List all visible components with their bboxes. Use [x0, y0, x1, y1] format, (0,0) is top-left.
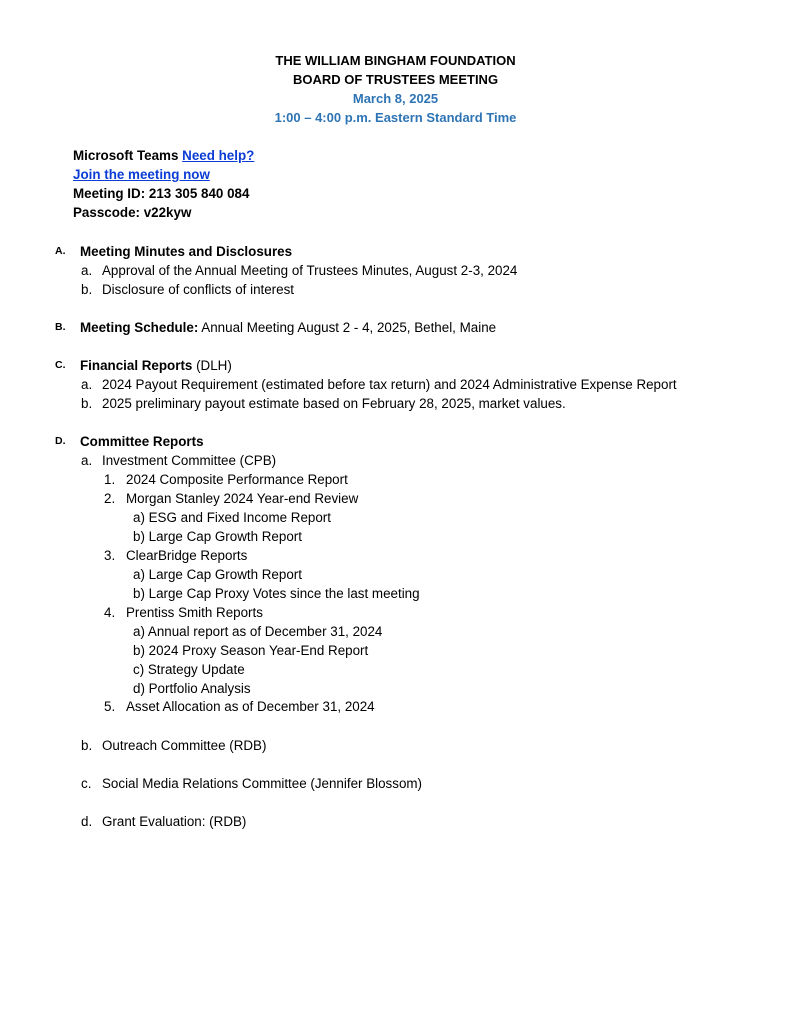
grant-evaluation-marker: d.	[81, 814, 93, 829]
report-4: Prentiss Smith Reports	[126, 605, 263, 620]
section-d-title: Committee Reports	[80, 434, 204, 449]
section-d-letter: D.	[55, 435, 66, 447]
report-2b: b) Large Cap Growth Report	[133, 529, 302, 544]
social-media-committee: Social Media Relations Committee (Jennifer Blossom)	[102, 776, 423, 791]
section-b-letter: B.	[55, 321, 66, 333]
teams-line	[73, 146, 254, 165]
grant-evaluation: Grant Evaluation: (RDB)	[102, 814, 247, 829]
report-4d: d) Portfolio Analysis	[133, 681, 251, 696]
report-1-marker: 1.	[104, 472, 116, 487]
report-4-marker: 4.	[104, 605, 116, 620]
report-3-marker: 3.	[104, 548, 116, 563]
report-2: Morgan Stanley 2024 Year-end Review	[126, 491, 359, 506]
need-help-link[interactable]: Need help?	[182, 148, 255, 163]
section-a-item-a: Approval of the Annual Meeting of Trustees Minutes, August 2-3, 2024	[102, 263, 518, 278]
report-3a: a) Large Cap Growth Report	[133, 567, 302, 582]
outreach-committee: Outreach Committee (RDB)	[102, 738, 267, 753]
section-a-title: Meeting Minutes and Disclosures	[80, 244, 293, 259]
join-line	[73, 165, 210, 184]
social-media-committee-marker: c.	[81, 776, 92, 791]
section-c-item-a-marker: a.	[81, 377, 93, 392]
section-c-suffix: (DLH)	[192, 358, 232, 373]
report-5: Asset Allocation as of December 31, 2024	[126, 699, 375, 714]
section-c-letter: C.	[55, 359, 66, 371]
section-a-item-b-marker: b.	[81, 282, 93, 297]
meeting-title: BOARD OF TRUSTEES MEETING	[292, 72, 499, 87]
join-meeting-link[interactable]: Join the meeting now	[73, 167, 210, 182]
teams-label: Microsoft Teams	[73, 148, 179, 163]
meeting-id: Meeting ID: 213 305 840 084	[73, 186, 250, 201]
section-a-item-a-marker: a.	[81, 263, 93, 278]
section-c-item-a: 2024 Payout Requirement (estimated before tax return) and 2024 Administrative Expense Report	[102, 377, 677, 392]
section-c-line	[80, 356, 232, 375]
org-title: THE WILLIAM BINGHAM FOUNDATION	[275, 53, 516, 68]
report-4c: c) Strategy Update	[133, 662, 245, 677]
report-3: ClearBridge Reports	[126, 548, 248, 563]
passcode: Passcode: v22kyw	[73, 205, 192, 220]
meeting-time: 1:00 – 4:00 p.m. Eastern Standard Time	[274, 110, 517, 125]
report-1: 2024 Composite Performance Report	[126, 472, 348, 487]
section-b-title: Meeting Schedule:	[80, 320, 199, 335]
section-c-title: Financial Reports	[80, 358, 193, 373]
section-a-letter: A.	[55, 245, 66, 257]
report-3b: b) Large Cap Proxy Votes since the last meeting	[133, 586, 420, 601]
section-b-line	[80, 318, 496, 337]
report-4a: a) Annual report as of December 31, 2024	[133, 624, 383, 639]
investment-committee-marker: a.	[81, 453, 93, 468]
report-2a: a) ESG and Fixed Income Report	[133, 510, 331, 525]
meeting-date: March 8, 2025	[352, 91, 439, 106]
report-5-marker: 5.	[104, 699, 116, 714]
investment-committee: Investment Committee (CPB)	[102, 453, 277, 468]
report-4b: b) 2024 Proxy Season Year-End Report	[133, 643, 369, 658]
section-c-item-b-marker: b.	[81, 396, 93, 411]
section-b-text: Annual Meeting August 2 - 4, 2025, Bethel, Maine	[198, 320, 497, 335]
section-c-item-b: 2025 preliminary payout estimate based on February 28, 2025, market values.	[102, 396, 566, 411]
outreach-committee-marker: b.	[81, 738, 93, 753]
section-a-item-b: Disclosure of conflicts of interest	[102, 282, 295, 297]
report-2-marker: 2.	[104, 491, 116, 506]
